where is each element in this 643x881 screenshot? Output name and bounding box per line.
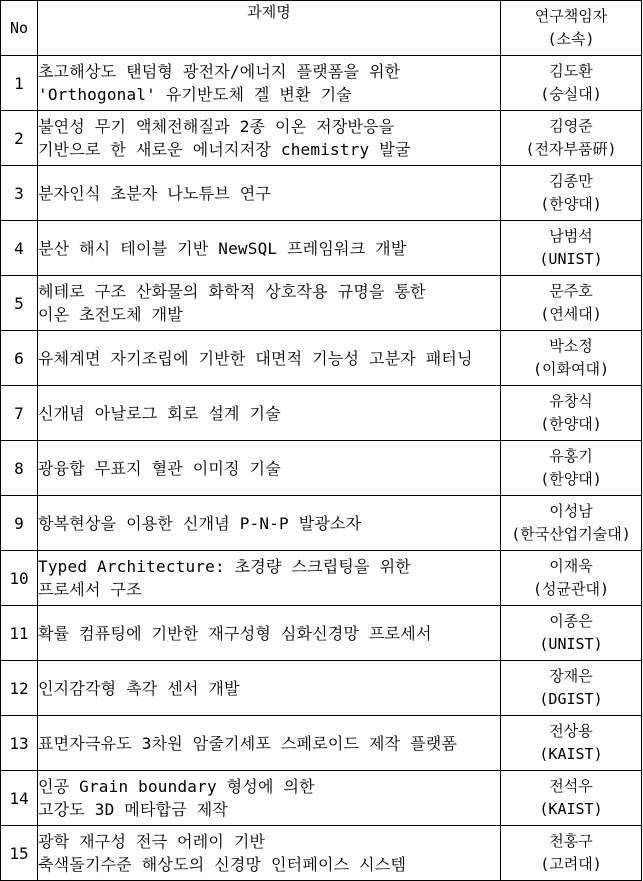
- header-no: No: [1, 1, 38, 56]
- project-title-line: 프로세서 구조: [38, 580, 142, 599]
- project-title-line: 기반으로 한 새로운 에너지저장 chemistry 발굴: [38, 140, 411, 159]
- pi-name: 김영준: [549, 117, 593, 135]
- header-row: [1, 1, 642, 56]
- project-title-line: 분산 해시 테이블 기반 NewSQL 프레임워크 개발: [38, 238, 407, 258]
- header-title: 과제명: [38, 1, 501, 56]
- pi-name: 전상용: [549, 722, 593, 740]
- project-title-line: 항복현상을 이용한 신개념 P-N-P 발광소자: [38, 513, 362, 533]
- project-title-line: 인지감각형 촉각 센서 개발: [38, 678, 240, 698]
- table-row: [1, 716, 642, 771]
- row-number: 3: [1, 166, 38, 221]
- table-row: [1, 496, 642, 551]
- pi-affiliation: (KAIST): [539, 800, 603, 818]
- pi-affiliation: (한양대): [540, 470, 602, 488]
- table-row: [1, 606, 642, 661]
- project-title: [38, 166, 501, 221]
- row-number: 10: [1, 551, 38, 606]
- pi-affiliation: (한양대): [540, 195, 602, 213]
- principal-investigator: [501, 276, 642, 331]
- project-title-line: 'Orthogonal' 유기반도체 겔 변환 기술: [38, 85, 352, 104]
- project-title-line: Typed Architecture: 초경량 스크립팅을 위한: [38, 557, 411, 576]
- project-title-line: 신개념 아날로그 회로 설계 기술: [38, 403, 281, 423]
- project-title: [38, 551, 501, 606]
- header-pi-affiliation: (소속): [547, 30, 595, 48]
- principal-investigator: [501, 826, 642, 881]
- table-row: [1, 441, 642, 496]
- row-number: 15: [1, 826, 38, 881]
- principal-investigator: [501, 771, 642, 826]
- project-title: [38, 441, 501, 496]
- table-row: [1, 221, 642, 276]
- project-title-line: 분자인식 초분자 나노튜브 연구: [38, 183, 272, 203]
- project-title-line: 표면자극유도 3차원 암줄기세포 스페로이드 제작 플랫폼: [38, 733, 458, 753]
- table-row: [1, 661, 642, 716]
- pi-name: 천홍구: [549, 832, 593, 850]
- pi-name: 문주호: [549, 282, 593, 300]
- row-number: 5: [1, 276, 38, 331]
- row-number: 7: [1, 386, 38, 441]
- table-body: [1, 56, 642, 881]
- project-title: [38, 111, 501, 166]
- project-title: [38, 221, 501, 276]
- principal-investigator: [501, 441, 642, 496]
- project-title: [38, 826, 501, 881]
- pi-affiliation: (한양대): [540, 415, 602, 433]
- header-pi-label: 연구책임자: [534, 7, 608, 25]
- principal-investigator: [501, 661, 642, 716]
- project-title: [38, 771, 501, 826]
- table-row: [1, 771, 642, 826]
- pi-affiliation: (한국산업기술대): [511, 525, 631, 543]
- project-title: [38, 276, 501, 331]
- project-title: [38, 716, 501, 771]
- project-title-line: 고강도 3D 메타합금 제작: [38, 800, 229, 819]
- project-title: [38, 56, 501, 111]
- row-number: 11: [1, 606, 38, 661]
- project-title-line: 헤테로 구조 산화물의 화학적 상호작용 규명을 통한: [38, 282, 426, 301]
- project-title: [38, 331, 501, 386]
- pi-name: 김종만: [549, 172, 593, 190]
- pi-affiliation: (DGIST): [539, 690, 603, 708]
- principal-investigator: [501, 331, 642, 386]
- project-title-line: 축색돌기수준 해상도의 신경망 인터페이스 시스템: [38, 855, 407, 874]
- row-number: 9: [1, 496, 38, 551]
- table-row: [1, 56, 642, 111]
- principal-investigator: [501, 111, 642, 166]
- pi-affiliation: (UNIST): [539, 250, 603, 268]
- project-title-line: 초고해상도 탠덤형 광전자/에너지 플랫폼을 위한: [38, 62, 401, 81]
- principal-investigator: [501, 56, 642, 111]
- pi-name: 남범석: [549, 227, 593, 245]
- table-row: [1, 111, 642, 166]
- table-row: [1, 276, 642, 331]
- principal-investigator: [501, 716, 642, 771]
- pi-name: 이재욱: [549, 557, 593, 575]
- principal-investigator: [501, 386, 642, 441]
- project-title: [38, 386, 501, 441]
- pi-affiliation: (연세대): [540, 305, 602, 323]
- pi-name: 이종은: [549, 612, 593, 630]
- table-row: [1, 331, 642, 386]
- row-number: 1: [1, 56, 38, 111]
- table-row: [1, 826, 642, 881]
- project-title-line: 확률 컴퓨팅에 기반한 재구성형 심화신경망 프로세서: [38, 623, 432, 643]
- project-title-line: 불연성 무기 액체전해질과 2종 이온 저장반응을: [38, 117, 395, 136]
- table-row: [1, 551, 642, 606]
- project-title-line: 광학 재구성 전극 어레이 기반: [38, 832, 266, 851]
- pi-name: 유창식: [549, 392, 593, 410]
- pi-affiliation: (전자부품硏): [525, 140, 617, 158]
- row-number: 13: [1, 716, 38, 771]
- header-pi: [501, 1, 642, 56]
- project-title-line: 광융합 무표지 혈관 이미징 기술: [38, 458, 281, 478]
- row-number: 2: [1, 111, 38, 166]
- row-number: 8: [1, 441, 38, 496]
- row-number: 4: [1, 221, 38, 276]
- table-row: [1, 166, 642, 221]
- principal-investigator: [501, 551, 642, 606]
- row-number: 12: [1, 661, 38, 716]
- pi-affiliation: (숭실대): [540, 85, 602, 103]
- pi-name: 전석우: [549, 777, 593, 795]
- pi-affiliation: (고려대): [540, 855, 602, 873]
- pi-affiliation: (이화여대): [532, 360, 610, 378]
- project-title: [38, 496, 501, 551]
- pi-affiliation: (성균관대): [532, 580, 610, 598]
- principal-investigator: [501, 166, 642, 221]
- project-title-line: 유체계면 자기조립에 기반한 대면적 기능성 고분자 패터닝: [38, 348, 473, 368]
- pi-name: 김도환: [549, 62, 593, 80]
- principal-investigator: [501, 606, 642, 661]
- pi-affiliation: (KAIST): [539, 745, 603, 763]
- project-title-line: 인공 Grain boundary 형성에 의한: [38, 777, 315, 796]
- pi-name: 이성남: [549, 502, 593, 520]
- table-row: [1, 386, 642, 441]
- pi-name: 장재은: [549, 667, 593, 685]
- row-number: 6: [1, 331, 38, 386]
- project-title: [38, 661, 501, 716]
- pi-affiliation: (UNIST): [539, 635, 603, 653]
- pi-name: 유홍기: [549, 447, 593, 465]
- principal-investigator: [501, 496, 642, 551]
- pi-name: 박소정: [549, 337, 593, 355]
- project-title-line: 이온 초전도체 개발: [38, 305, 183, 324]
- principal-investigator: [501, 221, 642, 276]
- row-number: 14: [1, 771, 38, 826]
- project-title: [38, 606, 501, 661]
